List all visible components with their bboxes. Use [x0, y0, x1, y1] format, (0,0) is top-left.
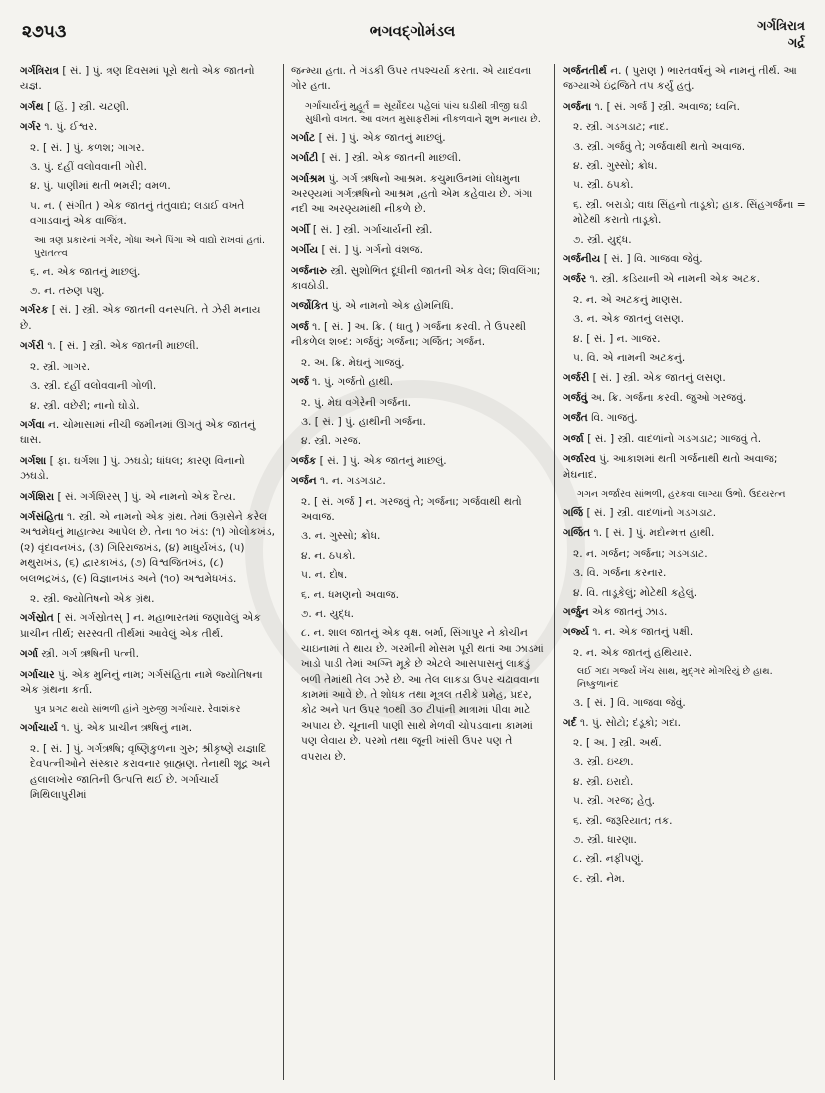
definition: [ સં. ] પું. એક જાતનું માછલું.	[316, 454, 447, 467]
sub-definition: ૨. ન. એક જાતનું હથિયાર.	[573, 646, 693, 659]
dictionary-entry	[563, 64, 810, 95]
definition: પું. એ નામનો એક હોમનિધિ.	[328, 300, 454, 313]
definition: પું. આકાશમાં થતી ગર્જનાથી થતો અવાજ; મેઘનાદ.	[563, 453, 778, 481]
headword: ગર્ગી	[291, 223, 310, 236]
sub-definition: ૭. ન. યુદ્ધ.	[301, 607, 355, 620]
sub-definition: ૩. [ સં. ] પું. હાથીની ગર્જના.	[301, 415, 426, 428]
definition: [ સં. ] સ્ત્રી. એક જાતનું લસણ.	[589, 371, 726, 384]
sub-definition: ૪. [ સં. ] ન. ગાજર.	[573, 332, 661, 345]
definition: એક જાતનું ઝાડ.	[588, 605, 668, 618]
sub-definition: ૨. અ. ક્રિ. મેઘનું ગાજવું.	[301, 356, 405, 369]
headword: ગર્જરી	[563, 371, 590, 384]
guide-word-bottom: ગર્દ્ર	[787, 36, 805, 51]
sub-definition: ૩. ન. ગુસ્સો; ક્રોધ.	[301, 530, 381, 543]
headword: ગર્ગથ	[20, 100, 44, 113]
sub-definition: ૪. પું. પાણીમાં થતી ભમરી; વમળ.	[30, 180, 171, 193]
definition: ૧. પું. સોટો; દંડૂકો; ગદા.	[576, 716, 681, 729]
definition: ૧. [ સં. ] સ્ત્રી. એક જાતની માછલી.	[43, 340, 199, 353]
headword: ગર્ગસ્રોત	[20, 612, 54, 625]
sub-definition: ૭. ન. તરુણ પશુ.	[30, 285, 105, 298]
headword: ગર્જનતીર્થ	[563, 65, 607, 77]
headword: ગર્ગત્રિરાત્ર	[20, 65, 59, 77]
sub-definition: ૩. વિ. ગર્જના કરનાર.	[573, 567, 667, 580]
citation-quote: લઈ ગદા ગર્જ્ય ખેંચ સાથ, મુદ્ગર મોગરિયું છે હાથ. નિષ્કુળાનંદ	[577, 666, 773, 691]
headword: ગર્જ	[291, 320, 309, 333]
headword: ગર્જના	[563, 100, 592, 113]
sub-definition: ૨. [ અ. ] સ્ત્રી. અર્થ.	[573, 737, 662, 749]
definition: સ્ત્રી. ગર્ગ ઋષિની પત્ની.	[38, 648, 139, 661]
headword: ગર્જારવ	[563, 453, 596, 466]
headword: ગર્ગાશ્રમ	[291, 172, 326, 185]
dictionary-entry	[563, 526, 810, 541]
sub-definition: ૫. વિ. એ નામની અટકનું.	[573, 352, 686, 365]
dictionary-entry	[291, 151, 546, 166]
sub-definition: ૬. ન. ધમણનો અવાજ.	[301, 588, 400, 601]
dictionary-columns	[20, 64, 810, 1084]
dictionary-entry	[291, 131, 546, 146]
headword: ગર્જુન	[563, 605, 589, 618]
dictionary-entry	[20, 490, 275, 505]
headword: ગર્ગર	[20, 121, 41, 134]
definition: પું. ગર્ગ ઋષિનો આશ્રમ. કચુમાઉનમાં લોધમુના અરણ્યમાં ગર્ગઋષિનો આશ્રમ ,હતો એમ કહેવાય છે. ગંગા નદી આ અરણ્યમાંથી નીકળે છે.	[291, 172, 533, 216]
headword: ગર્જનારુ	[291, 264, 328, 277]
sub-definition: ૩. પું. દહીં વલોવવાની ગોરી.	[30, 161, 147, 174]
sub-definition: ૪. સ્ત્રી. ગરજ.	[301, 435, 362, 448]
definition: ૧. ન. ગડગડાટ.	[316, 475, 386, 488]
dictionary-entry	[563, 716, 810, 731]
headword: ગર્ગાચાર	[20, 668, 55, 681]
sub-definition: ૩. સ્ત્રી. દહીં વલોવવાની ગોળી.	[30, 380, 157, 393]
headword: ગર્જર	[563, 273, 587, 286]
column-3	[563, 64, 810, 1084]
sub-definition: ૨. [ સં. ] પું. કળશ; ગાગર.	[30, 141, 145, 154]
column-rule	[554, 64, 555, 1080]
headword: ગર્ગશા	[20, 454, 47, 467]
headword: ગર્જા	[563, 432, 584, 445]
dictionary-entry	[291, 243, 546, 258]
sub-definition: ૪. સ્ત્રી. વછેરી; નાનો ઘોડો.	[30, 399, 140, 412]
guide-words	[757, 18, 805, 52]
sub-definition: ૨. સ્ત્રી. જ્યોતિષનો એક ગ્રંથ.	[30, 592, 155, 605]
headword: ગર્દ	[563, 716, 577, 729]
headword: ગર્જન	[291, 475, 317, 488]
dictionary-entry	[291, 172, 546, 218]
definition: ન. ( પુરાણ ) ભારતવર્ષનું એ નામનું તીર્થ. આ જગ્યાએ ઇંદ્રજિતે તપ કર્યું હતું.	[563, 65, 797, 93]
definition: [ સં. ગર્ગશિરસ્ ] પું. એ નામનો એક દૈત્ય.	[54, 490, 236, 503]
citation-quote: ગર્ગાચાર્યનું મુહૂર્ત = સૂર્યોદય પહેલાં પાંચ ઘડીથી ત્રીજી ઘડી સુધીનો વખત. આ વખત મુસાફરીમાં નીકળવાને શુભ મનાય છે.	[305, 100, 541, 125]
dictionary-entry	[563, 411, 810, 426]
sub-definition: ૪. વિ. તાડૂકેલું; મોટેથી કહેલું.	[573, 586, 698, 599]
sub-definition: ૪. સ્ત્રી. ઇરાદો.	[573, 775, 634, 788]
sub-definition: ૯. સ્ત્રી. નેમ.	[573, 872, 625, 885]
definition: ૧. પું. ગર્જતો હાથી.	[308, 376, 394, 389]
sub-definition: ૬. સ્ત્રી. જરૂરિયાત; તક.	[573, 814, 673, 827]
definition: [ સં. ] પું. એક જાતનું માછલું.	[315, 131, 446, 144]
dictionary-entry	[20, 418, 275, 449]
dictionary-entry	[20, 721, 275, 736]
dictionary-entry	[291, 474, 546, 489]
sub-definition: ૫. ન. દોષ.	[301, 569, 348, 582]
definition: ન. ચોમાસામાં નીચી જમીનમાં ઊગતું એક જાતનું ઘાસ.	[20, 418, 256, 447]
guide-word-top: ગર્ગત્રિરાત્ર	[757, 19, 805, 34]
definition: ૧. પું. ઈશ્વર.	[40, 121, 98, 134]
continued-text: જન્મ્યા હતા. તે ગંડકી ઉપર તપશ્ચર્યા કરતા. એ યાદવના ગોર હતા.	[291, 65, 532, 93]
definition: પું. એક મુનિનું નામ; ગર્ગસંહિતા નામે જ્યોતિષના એક ગ્રંથના કર્તા.	[20, 668, 263, 696]
headword: ગર્ગરી	[20, 340, 44, 353]
dictionary-entry	[20, 120, 275, 135]
citation-quote: આ ત્રણ પ્રકારનાં ગર્ગર, ગોધા અને પિંગા એ વાદ્યો રાખવાં હતાં. પુરાતત્ત્વ	[34, 234, 266, 259]
dictionary-entry	[291, 264, 546, 295]
dictionary-entry	[291, 375, 546, 390]
definition: [ સં. ] પું. ત્રણ દિવસમાં પૂરો થતો એક જાતનો યજ્ઞ.	[20, 65, 255, 93]
headword: ગર્ગવા	[20, 418, 45, 431]
headword: ગર્ગાટી	[291, 152, 319, 165]
headword: ગર્ગાચાર્ય	[20, 722, 58, 735]
sub-definition: ૫. ન. ( સંગીત ) એક જાતનું તંતુવાદ્ય; લડાઈ વખતે વગાડવાનું એક વાજિંત્ર.	[30, 199, 245, 228]
definition: [ સં. ગર્ગસ્રોતસ્ ] ન. મહાભારતમાં જણાવેલું એક પ્રાચીન તીર્થ; સરસ્વતી તીર્થમાં આવેલું એક તીર્થ.	[20, 612, 261, 640]
definition: ૧. પું. એક પ્રાચીન ઋષિનું નામ.	[57, 722, 193, 735]
headword: ગર્જવું	[563, 391, 588, 404]
page-number: ૨૭૫૩	[22, 22, 67, 42]
headword: ગર્ગરક	[20, 304, 49, 317]
dictionary-entry	[20, 647, 275, 662]
definition: [ સં. ] સ્ત્રી. વાદળાંનો ગડગડાટ.	[583, 506, 717, 519]
dictionary-entry	[563, 506, 810, 521]
definition: [ સં. ] સ્ત્રી. વાદળાંનો ગડગડાટ; ગાજવું તે.	[583, 432, 762, 445]
running-title: ભગવદ્ગોમંડલ	[369, 22, 456, 40]
sub-definition: ૩. સ્ત્રી. ઇચ્છા.	[573, 756, 634, 769]
dictionary-entry	[563, 605, 810, 620]
dictionary-entry	[20, 510, 275, 587]
headword: ગર્જક	[291, 454, 317, 467]
sub-definition: ૨. સ્ત્રી. ગાગર.	[30, 360, 91, 373]
definition: ૧. [ સં. ] પું. મદોન્મત્ત હાથી.	[590, 527, 715, 540]
definition: વિ. ગાજતું.	[587, 412, 638, 425]
definition: [ સં. ] સ્ત્રી. એક જાતની વનસ્પતિ. તે ઝેરી મનાય છે.	[20, 304, 261, 332]
dictionary-entry	[20, 454, 275, 485]
dictionary-entry	[563, 272, 810, 287]
definition: [ સં. ] સ્ત્રી. ગર્ગાચાર્યની સ્ત્રી.	[309, 223, 433, 236]
definition: [ ફા. ઘર્ગશા ] પું. ઝઘડો; ધાંધલ; કારણ વિનાનો ઝઘડો.	[20, 454, 245, 483]
sub-definition: ૨. પું. મેઘ વગેરેની ગર્જના.	[301, 396, 412, 409]
definition: ૧. ન. એક જાતનું પક્ષી.	[589, 626, 694, 639]
sub-definition: ૩. [ સં. ] વિ. ગાજવા જેવું.	[573, 697, 686, 710]
definition: ૧. સ્ત્રી. એ નામનો એક ગ્રંથ. તેમાં ઉગ્રસેને કરેલ અશ્વમેધનું માહાત્મ્ય આપેલ છે. તેના ૧૦ ખંડ: (૧) ગોલોકખંડ, (૨) વૃંદાવનખંડ, (૩) ગિરિરાજખંડ, (૪) માધુર્યખંડ, (૫) મથુરાખંડ, (૬) દ્વારકાખંડ, (૭) વિશ્વજિતખંડ, (૮) બલભદ્રખંડ, (૯) વિજ્ઞાનખંડ અને (૧૦) અશ્વમેધખંડ.	[20, 510, 275, 585]
dictionary-entry	[20, 100, 275, 115]
dictionary-entry	[291, 299, 546, 314]
dictionary-entry	[291, 223, 546, 238]
definition: [ સં. ] પું. ગર્ગનો વંશજ.	[318, 244, 424, 257]
sub-definition: ૨. [ સં. ગર્જ ] ન. ગરજવું તે; ગર્જના; ગર્જવાથી થતો અવાજ.	[301, 495, 522, 523]
dictionary-entry	[563, 391, 810, 406]
column-rule	[283, 64, 284, 1080]
dictionary-entry	[563, 252, 810, 267]
headword: ગર્ગીય	[291, 244, 319, 257]
definition: સ્ત્રી. સુશોભિત દૂધીની જાતની એક વેલ; શિવલિંગા; કાવઠોડી.	[291, 264, 541, 293]
sub-definition: ૬. સ્ત્રી. બરાડો; વાઘ સિંહનો તાડૂકો; હાક. સિંહગર્જના = મોટેથી કરાતો તાડૂકો.	[573, 198, 806, 227]
dictionary-entry	[20, 668, 275, 699]
dictionary-entry	[563, 452, 810, 483]
sub-definition: ૭. સ્ત્રી. યુદ્ધ.	[573, 233, 632, 246]
dictionary-entry	[20, 339, 275, 354]
sub-definition: ૭. સ્ત્રી. ધારણા.	[573, 834, 637, 847]
headword: ગર્જનીય	[563, 253, 601, 266]
dictionary-entry	[563, 432, 810, 447]
dictionary-entry	[20, 611, 275, 642]
column-1	[20, 64, 275, 1084]
dictionary-entry	[20, 303, 275, 334]
sub-definition: ૫. સ્ત્રી. ઠપકો.	[573, 179, 634, 192]
sub-definition: ૮. સ્ત્રી. નફીપણું.	[573, 853, 644, 866]
definition: ૧. [ સં. ગર્જ ] સ્ત્રી. અવાજ; ધ્વનિ.	[591, 100, 740, 113]
sub-definition: ૨. ન. એ અટકનું માણસ.	[573, 293, 683, 306]
sub-definition: ૬. ન. એક જાતનું માછલું.	[30, 265, 141, 278]
sub-definition: ૨. [ સં. ] પું. ગર્ગઋષિ; વૃષ્ણિકુળના ગુરુ; શ્રીકૃષ્ણે યજ્ઞાદિ દેવપત્નીઓને સંસ્કાર કરાવનાર બ્રાહ્મણ. તેનાથી શૂદ્ર અને હલાલખોર જાતિની ઉત્પત્તિ થઈ છે. ગર્ગાચાર્ય મિથિલાપુરીમાં	[30, 742, 271, 802]
definition: ૧. [ સં. ] અ. ક્રિ. ( ધાતુ ) ગર્જના કરવી. તે ઉપરથી નીકળેલ શબ્દ: ગર્જવું; ગર્જના; ગર્જિત; ગર્જન.	[291, 320, 527, 349]
dictionary-entry	[291, 454, 546, 469]
dictionary-entry	[563, 100, 810, 115]
sub-definition: ૩. સ્ત્રી. ગર્જવું તે; ગર્જવાથી થતો અવાજ.	[573, 140, 746, 153]
citation-quote: ગગન ગર્જારવ સાંભળી, હરકવા લાગ્યા ઉભો. ઉદયરત્ન	[577, 488, 786, 500]
headword: ગર્ગાટ	[291, 131, 316, 144]
dictionary-entry	[563, 625, 810, 640]
sub-definition: ૮. ન. શાલ જાતનું એક વૃક્ષ. બર્મા, સિંગાપુર ને કોચીન ચાઇનામાં તે થાય છે. ગરમીની મોસમ પૂરી થતાં આ ઝાડમાં ખાડો પાડી તેમાં અગ્નિ મૂકે છે એટલે આસપાસનું લાકડું બળી તેમાંથી તેલ ઝરે છે. આ તેલ લાકડા ઉપર ચઢાવવાના કામમાં આવે છે. તે શોધક તથા મૂત્રલ તરીકે પ્રમેહ, પ્રદર, કોઢ અને પત ઉપર ૧૦થી ૩૦ ટીપાંની માત્રામાં પીવા માટે અપાય છે. ચૂનાની પાણી સાથે મેળવી ચોપડવાના કામમાં પણ લેવાય છે. પરમો તથા જૂની ખાંસી ઉપર પણ તે વપરાય છે.	[301, 627, 544, 763]
sub-definition: ૨. સ્ત્રી. ગડગડાટ; નાદ.	[573, 121, 669, 134]
headword: ગર્ગસંહિતા	[20, 510, 64, 523]
sub-definition: ૪. ન. ઠપકો.	[301, 549, 356, 562]
dictionary-entry	[291, 320, 546, 351]
headword: ગર્જોકિત	[291, 300, 329, 313]
dictionary-entry	[20, 64, 275, 95]
sub-definition: ૨. ન. ગર્જન; ગર્જના; ગડગડાટ.	[573, 547, 708, 560]
page-header	[0, 8, 825, 58]
definition: [ હિં. ] સ્ત્રી. ચટણી.	[43, 100, 130, 113]
headword: ગર્જિત	[563, 527, 591, 540]
citation-quote: પુત્ર પ્રગટ થયો સાંભળી હાંને ગુરુજી ગર્ગાચાર. રેવાશંકર	[34, 704, 241, 716]
definition: અ. ક્રિ. ગર્જના કરવી. જુઓ ગરજવું.	[587, 391, 747, 404]
headword: ગર્જ	[291, 376, 309, 389]
dictionary-entry	[563, 371, 810, 386]
sub-definition: ૫. સ્ત્રી. ગરજ; હેતુ.	[573, 795, 655, 808]
definition: [ સં. ] સ્ત્રી. એક જાતની માછલી.	[318, 152, 462, 165]
definition: [ સં. ] વિ. ગાજવા જેવું.	[600, 253, 703, 266]
headword: ગર્જ્ય	[563, 626, 589, 639]
headword: ગર્જંત	[563, 412, 588, 425]
headword: ગર્ગશિરા	[20, 490, 55, 503]
column-2	[291, 64, 546, 1084]
sub-definition: ૩. ન. એક જાતનું લસણ.	[573, 313, 685, 326]
headword: ગર્ગા	[20, 648, 39, 661]
definition: ૧. સ્ત્રી. કડિયાની એ નામની એક અટક.	[586, 273, 760, 286]
headword: ગર્જિ	[563, 506, 584, 519]
sub-definition: ૪. સ્ત્રી. ગુસ્સો; ક્રોધ.	[573, 160, 658, 173]
